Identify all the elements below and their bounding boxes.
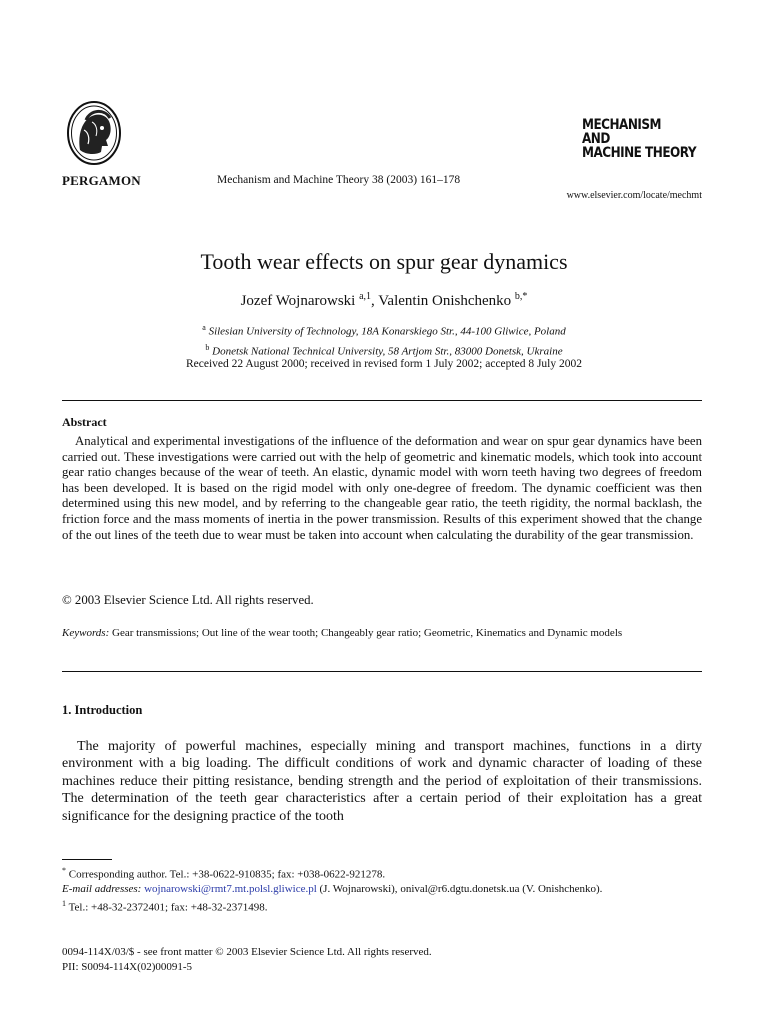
section-body: The majority of powerful machines, especially mining and transport machines, functions in a dirty environment with a big loading. The difficult conditions of work and dynamic character of loading of these machines reduce their pitting resistance, bending strength and the period of exploitation of their transmissions. The determination of the teeth gear characteristics after a certain period of their exploitation has a great significance for the designing practice of the tooth [62, 739, 702, 824]
affiliation-mark: b [205, 342, 210, 352]
journal-brand [582, 118, 696, 160]
affiliations [0, 320, 768, 359]
author-name: Valentin Onishchenko [378, 293, 512, 309]
received-dates: Received 22 August 2000; received in revised form 1 July 2002; accepted 8 July 2002 [185, 358, 583, 370]
page-footer [62, 945, 432, 975]
author-name: Jozef Wojnarowski [240, 293, 356, 309]
section-heading: 1. Introduction [62, 703, 143, 717]
pii-line: PII: S0094-114X(02)00091-5 [62, 961, 193, 973]
footnote-mark: 1 [62, 898, 66, 908]
keywords [62, 626, 702, 641]
abstract-body: Analytical and experimental investigations of the influence of the deformation and wear on spur gear dynamics have been carried out. These investigations were carried out with the help of geometric and kinematic models, which took into account gear ratio changes because of the wear of teeth. An elastic, dynamic model with worn teeth having two degrees of freedom has been developed. It is based on the rigid model with only one-degree of freedom. The dynamic coefficient was then determined using this new model, and by referring to the changeable gear ratio, the teeth rigidity, the normal backlash, the friction force and the mass moments of inertia in the power transmission. Results of this experiment showed that the change of the out lines of the teeth due to wear must be taken into account when calculating the durability of the gear transmission. [62, 434, 702, 542]
brand-line: AND [582, 131, 610, 147]
footnote-text: Tel.: +48-32-2372401; fax: +48-32-2371498. [68, 901, 268, 914]
keywords-text: Gear transmissions; Out line of the wear tooth; Changeably gear ratio; Geometric, Kinematics and Dynamic models [112, 627, 623, 639]
email-link[interactable]: onival@r6.dgtu.donetsk.ua [400, 883, 520, 896]
footnote-divider [62, 859, 112, 860]
email-owner: (V. Onishchenko). [522, 883, 603, 896]
email-label: E-mail addresses: [62, 883, 142, 896]
footnote-1 [62, 897, 702, 915]
front-matter-line: 0094-114X/03/$ - see front matter © 2003 Elsevier Science Ltd. All rights reserved. [62, 946, 432, 958]
keywords-label: Keywords: [62, 627, 110, 639]
journal-url[interactable]: www.elsevier.com/locate/mechmt [566, 190, 702, 201]
affiliation-text: Silesian University of Technology, 18A Konarskiego Str., 44-100 Gliwice, Poland [208, 325, 566, 338]
email-link[interactable]: wojnarowski@rmt7.mt.polsl.gliwice.pl [144, 883, 317, 896]
footnotes [62, 864, 702, 915]
author-list [0, 291, 768, 310]
footnote-corresponding [62, 864, 702, 882]
abstract-copyright: © 2003 Elsevier Science Ltd. All rights reserved. [62, 593, 314, 607]
email-owner: (J. Wojnarowski), [319, 883, 398, 896]
journal-reference: Mechanism and Machine Theory 38 (2003) 161–178 [217, 174, 461, 186]
brand-line: MACHINE THEORY [582, 145, 697, 161]
brand-line: MECHANISM [582, 117, 662, 133]
author-separator: , [371, 293, 379, 309]
footnote-text: Corresponding author. Tel.: +38-0622-910835; fax: +038-0622-921278. [68, 868, 386, 881]
author-affiliation-mark: b,* [514, 291, 528, 302]
affiliation-text: Donetsk National Technical University, 58 Artjom Str., 83000 Donetsk, Ukraine [212, 345, 563, 358]
divider [62, 400, 702, 401]
publisher-name: PERGAMON [62, 173, 141, 188]
affiliation-mark: a [202, 323, 206, 332]
footnote-mark: * [62, 866, 66, 875]
affiliation-item [0, 320, 768, 340]
author-affiliation-mark: a,1 [359, 291, 372, 302]
paper-title: Tooth wear effects on spur gear dynamics [200, 249, 568, 274]
publisher-logo [66, 100, 122, 166]
divider [62, 671, 702, 672]
abstract-heading: Abstract [62, 415, 107, 429]
affiliation-item [0, 340, 768, 360]
footnote-emails [62, 882, 702, 897]
